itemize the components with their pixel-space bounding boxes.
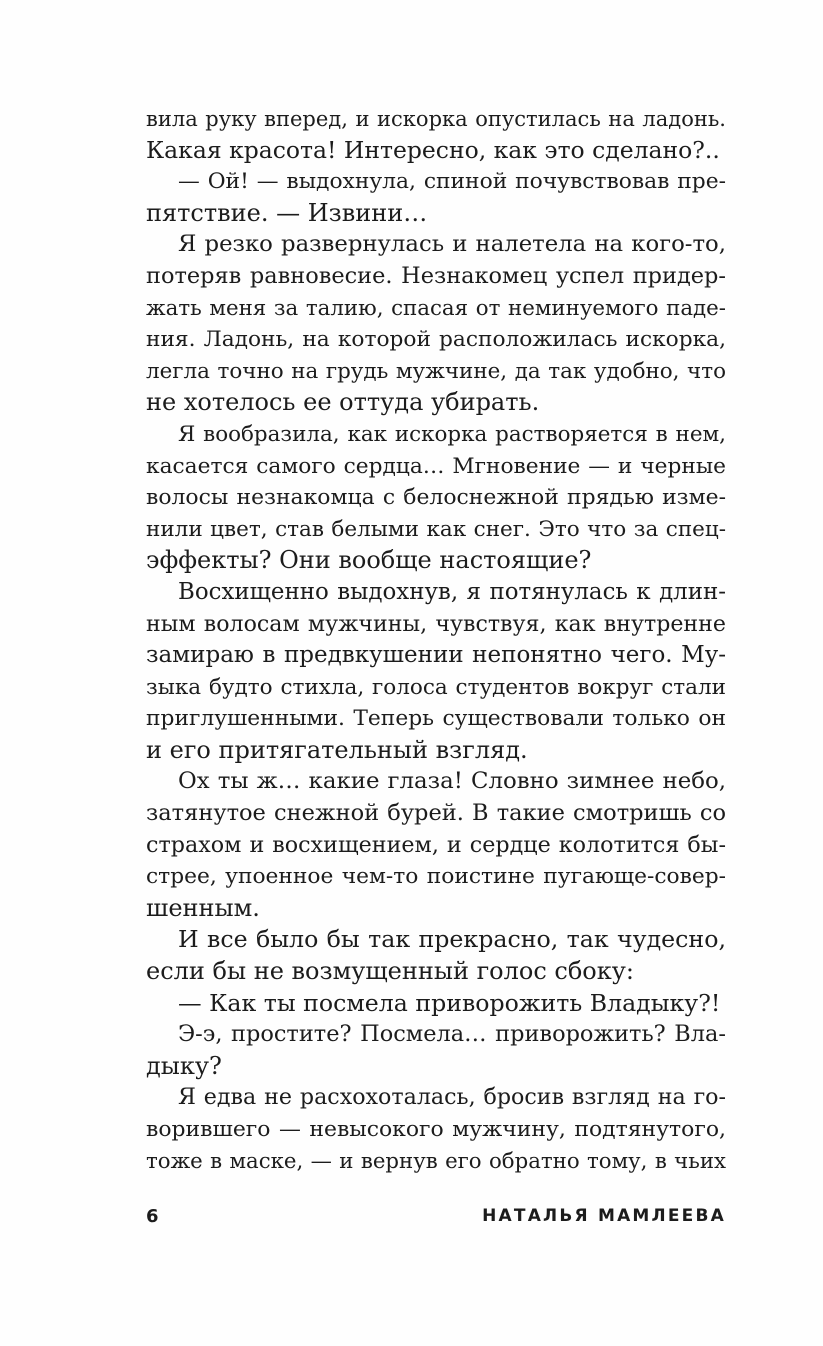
text-line: стрее, упоенное чем-то поистине пугающе-совер- [146,864,726,890]
text-line: и его притягательный взгляд. [146,735,528,764]
text-line: шенным. [146,893,260,922]
running-header-author: НАТАЛЬЯ МАМЛЕЕВА [482,1206,726,1226]
text-line: тоже в маске, — и вернув его обратно тому, в чьих [146,1148,726,1174]
text-line: волосы незнакомца с белоснежной прядью изме- [146,485,726,511]
text-line: легла точно на грудь мужчине, да так удобно, что [146,358,726,384]
text-line: эффекты? Они вообще настоящие? [146,546,592,575]
text-line: ным волосам мужчины, чувствуя, как внутренне [146,610,726,637]
text-line: дыку? [146,1051,222,1080]
text-line: замираю в предвкушении непонятно чего. Му- [146,642,726,669]
text-line: Я вообразила, как искорка растворяется в нем, [178,421,726,447]
text-line: нили цвет, став белыми как снег. Это что за спец- [146,516,726,542]
text-line: жать меня за талию, спасая от неминуемого паде- [146,295,726,321]
text-line: Я едва не расхохоталась, бросив взгляд на го- [178,1084,726,1111]
page-number: 6 [146,1206,159,1227]
text-line: затянутое снежной бурей. В такие смотришь со [146,800,726,827]
text-line: если бы не возмущенный голос сбоку: [146,957,634,986]
text-line: страхом и восхищением, и сердце колотится бы- [146,831,726,858]
text-line: не хотелось ее оттуда убирать. [146,388,540,417]
text-line: потеряв равновесие. Незнакомец успел придер- [146,262,726,289]
text-line: Восхищенно выдохнув, я потянулась к длин- [178,578,726,605]
text-line: Какая красота! Интересно, как это сделано?.. [146,135,720,164]
body-text [146,103,726,1177]
text-line: приглушенными. Теперь существовали только он [146,706,726,732]
text-line: Ох ты ж… какие глаза! Словно зимнее небо, [178,768,726,795]
text-line: ворившего — невысокого мужчину, подтянутого, [146,1117,726,1142]
text-line: И все было бы так прекрасно, так чудесно, [178,925,726,954]
text-line: зыка будто стихла, голоса студентов вокруг стали [146,674,726,700]
text-line: касается самого сердца… Мгновение — и черные [146,453,726,479]
text-line: ния. Ладонь, на которой расположилась искорка, [146,327,726,353]
text-line: — Ой! — выдохнула, спиной почувствовав пре- [178,169,726,195]
text-line: — Как ты посмела приворожить Владыку?! [178,988,721,1017]
text-line: Я резко развернулась и налетела на кого-то, [178,231,726,258]
text-line: вила руку вперед, и искорка опустилась на ладонь. [146,106,726,131]
text-line: Э-э, простите? Посмела… приворожить? Вла- [178,1021,726,1048]
page-footer [146,1206,726,1232]
text-line: пятствие. — Извини… [146,198,428,227]
